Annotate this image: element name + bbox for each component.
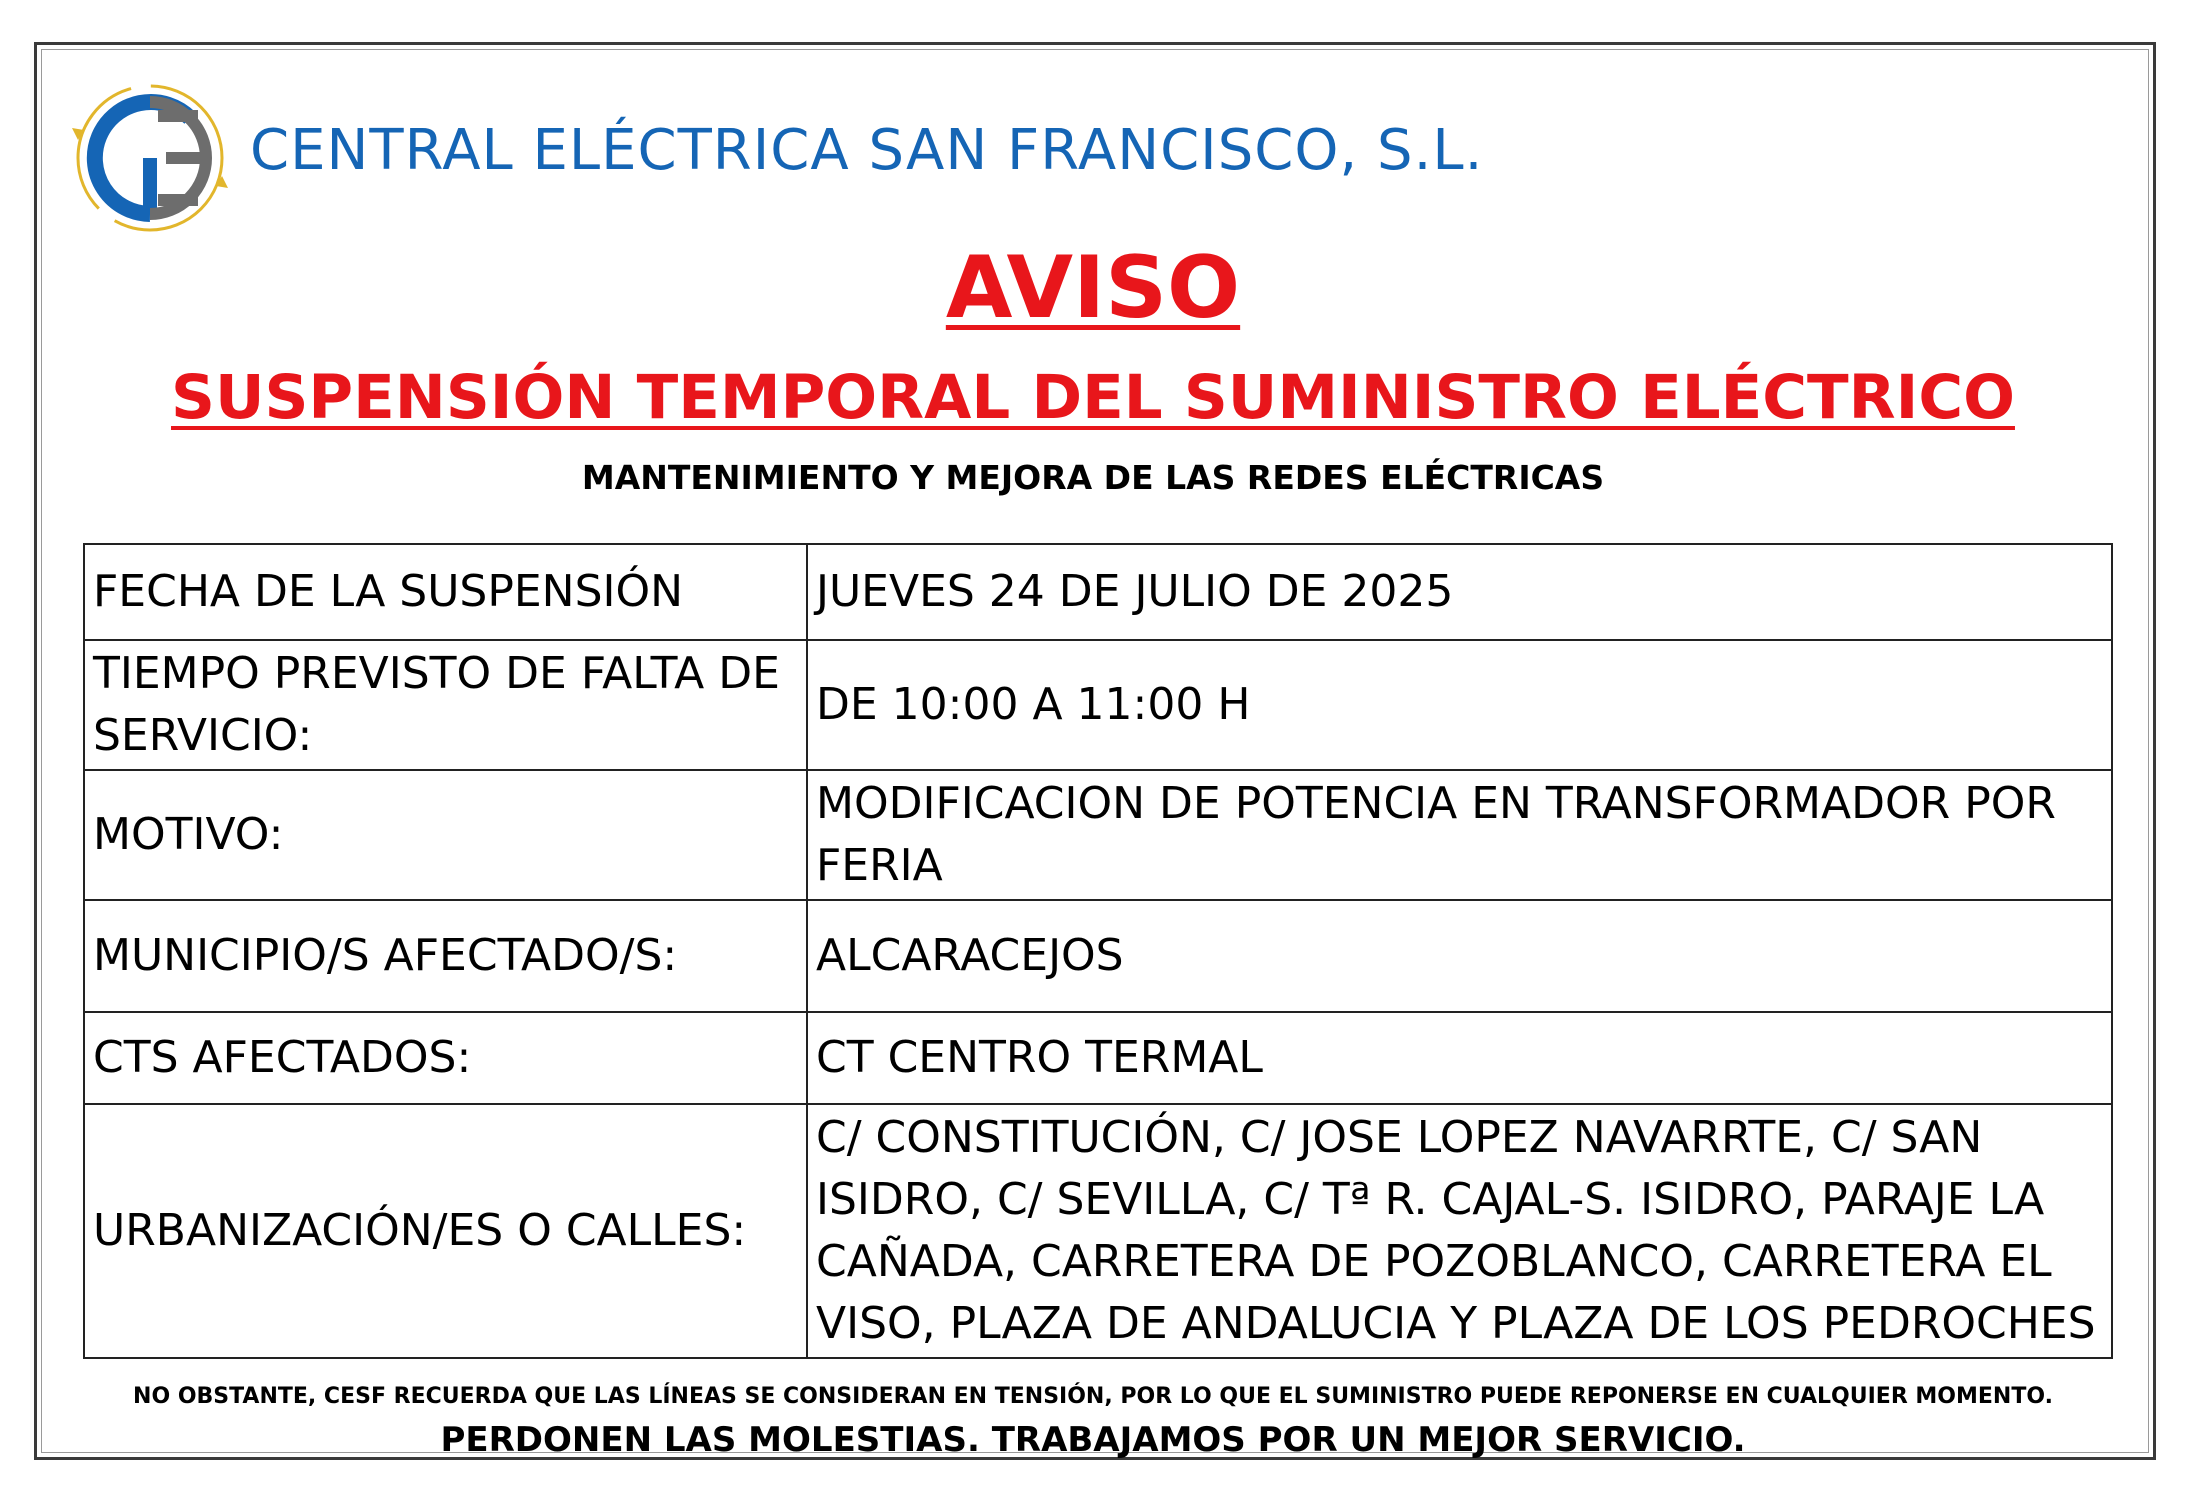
company-logo-icon: [70, 80, 230, 236]
table-row: [84, 544, 2112, 640]
detail-value: ALCARACEJOS: [807, 900, 2112, 1012]
detail-label: CTS AFECTADOS:: [84, 1012, 807, 1104]
details-table: [83, 543, 2113, 1359]
detail-value: C/ CONSTITUCIÓN, C/ JOSE LOPEZ NAVARRTE, C/ SAN ISIDRO, C/ SEVILLA, C/ Tª R. CAJAL-S. ISIDRO, PARAJE LA CAÑADA, CARRETERA DE POZOBLANCO, CARRETERA EL VISO, PLAZA DE ANDALUCIA Y PLAZA DE LOS PEDROCHES: [807, 1104, 2112, 1358]
table-row: [84, 770, 2112, 900]
table-row: [84, 640, 2112, 770]
notice-subtitle: SUSPENSIÓN TEMPORAL DEL SUMINISTRO ELÉCTRICO: [171, 362, 2015, 433]
table-row: [84, 1012, 2112, 1104]
detail-value: MODIFICACION DE POTENCIA EN TRANSFORMADOR POR FERIA: [807, 770, 2112, 900]
detail-value: JUEVES 24 DE JULIO DE 2025: [807, 544, 2112, 640]
notice-title: AVISO: [945, 238, 1241, 338]
detail-label: MOTIVO:: [84, 770, 807, 900]
detail-value: CT CENTRO TERMAL: [807, 1012, 2112, 1104]
detail-value: DE 10:00 A 11:00 H: [807, 640, 2112, 770]
table-row: [84, 900, 2112, 1012]
detail-label: TIEMPO PREVISTO DE FALTA DE SERVICIO:: [84, 640, 807, 770]
footer-closing: PERDONEN LAS MOLESTIAS. TRABAJAMOS POR UN MEJOR SERVICIO.: [440, 1420, 1746, 1460]
notice-tagline: MANTENIMIENTO Y MEJORA DE LAS REDES ELÉCTRICAS: [581, 458, 1605, 497]
company-name: CENTRAL ELÉCTRICA SAN FRANCISCO, S.L.: [250, 118, 1484, 183]
detail-label: FECHA DE LA SUSPENSIÓN: [84, 544, 807, 640]
detail-label: MUNICIPIO/S AFECTADO/S:: [84, 900, 807, 1012]
table-row: [84, 1104, 2112, 1358]
detail-label: URBANIZACIÓN/ES O CALLES:: [84, 1104, 807, 1358]
footer-note: NO OBSTANTE, CESF RECUERDA QUE LAS LÍNEAS SE CONSIDERAN EN TENSIÓN, POR LO QUE EL SUMINISTRO PUEDE REPONERSE EN CUALQUIER MOMENTO.: [133, 1384, 2053, 1409]
